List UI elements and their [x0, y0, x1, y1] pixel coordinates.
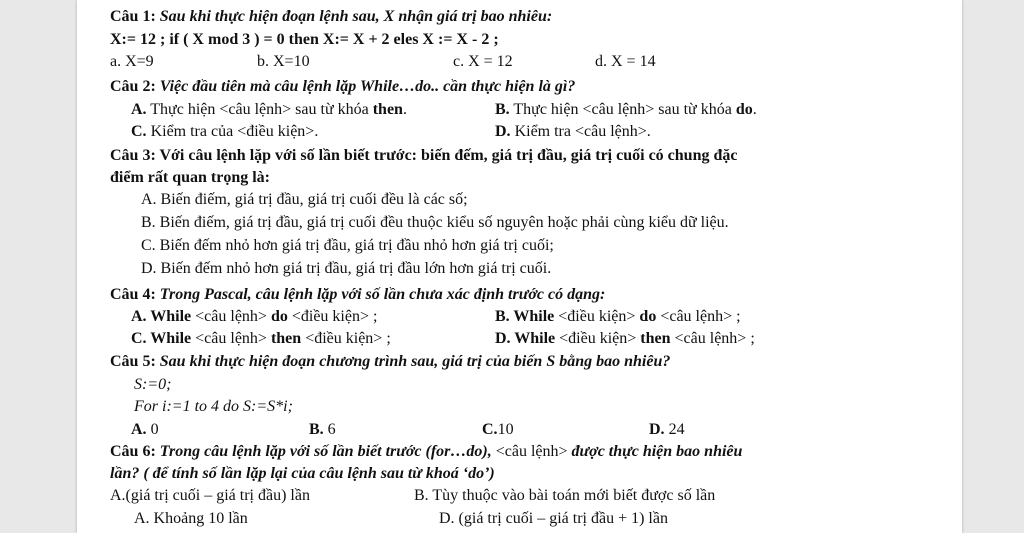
q5-question-text: Sau khi thực hiện đoạn chương trình sau, giá trị của biến S bằng bao nhiêu?	[155, 353, 671, 370]
q2-a-end: .	[402, 101, 407, 118]
q6-option-d: D. (giá trị cuối – giá trị đầu + 1) lần	[439, 510, 668, 527]
q2-option-a	[131, 100, 407, 120]
q4-head: Câu 4:	[110, 286, 156, 303]
q1-code: X:= 12 ; if ( X mod 3 ) = 0 then X:= X + 2 eles X := X - 2 ;	[110, 31, 499, 48]
q5-c-letter: C.	[482, 421, 498, 438]
q3-option-c: C. Biến đếm nhỏ hơn giá trị đầu, giá trị đầu nhỏ hơn giá trị cuối;	[141, 237, 554, 254]
q2-b-letter: B.	[495, 101, 510, 118]
q4-b-while: B. While	[495, 308, 555, 325]
q4-c-part2: <câu lệnh>	[191, 330, 271, 347]
q2-question-text: Việc đầu tiên mà câu lệnh lặp While…do.. cần thực hiện là gì?	[155, 78, 576, 95]
q4-c-part4: <điều kiện> ;	[301, 330, 391, 347]
q4-b-keyword: do	[639, 308, 657, 325]
q4-b-part4: <câu lệnh> ;	[656, 308, 741, 325]
q5-c-text: 10	[497, 421, 514, 438]
q5-code-line2: For i:=1 to 4 do S:=S*i;	[134, 398, 293, 415]
q2-d-text: Kiểm tra <câu lệnh>.	[510, 123, 651, 140]
q4-question	[110, 285, 605, 305]
q2-b-text: Thực hiện <câu lệnh> sau từ khóa	[509, 101, 736, 118]
q4-option-d	[495, 329, 755, 349]
q6-option-b: B. Tùy thuộc vào bài toán mới biết được số lần	[414, 487, 716, 504]
q5-a-letter: A.	[131, 421, 147, 438]
q5-a-text: 0	[146, 421, 159, 438]
q4-a-part4: <điều kiện> ;	[287, 308, 378, 325]
q2-c-letter: C.	[131, 123, 147, 140]
q4-d-part4: <câu lệnh> ;	[670, 330, 755, 347]
q4-c-keyword: then	[270, 330, 302, 347]
q1-head: Câu 1:	[110, 8, 156, 25]
q3-question-text: Với câu lệnh lặp với số lần biết trước: biến đếm, giá trị đầu, giá trị cuối có chung đặc	[155, 147, 738, 164]
q2-b-end: .	[752, 101, 757, 118]
cut-off-ink-marks	[77, 528, 962, 533]
q2-a-letter: A.	[131, 101, 147, 118]
q6-question-line2: lần? ( để tính số lần lặp lại của câu lệnh sau từ khoá ‘do’)	[110, 465, 495, 482]
cut-off-next-line	[77, 524, 962, 533]
q5-option-b	[309, 420, 336, 440]
q4-option-a	[131, 307, 377, 327]
q6-question-line1	[110, 442, 742, 462]
q5-option-a	[131, 420, 159, 440]
q1-option-d: d. X = 14	[595, 53, 656, 70]
q5-b-letter: B.	[309, 421, 324, 438]
q1-option-c: c. X = 12	[453, 53, 513, 70]
q2-a-keyword: then	[372, 101, 403, 118]
q2-question	[110, 77, 575, 97]
q2-option-b	[495, 100, 757, 120]
q1-option-b: b. X=10	[257, 53, 310, 70]
q2-option-d	[495, 122, 651, 142]
q4-b-part2: <điều kiện>	[554, 308, 640, 325]
q5-d-text: 24	[664, 421, 685, 438]
q2-option-c	[131, 122, 318, 142]
q3-question-line2: điểm rất quan trọng là:	[110, 169, 270, 186]
q1-option-a: a. X=9	[110, 53, 154, 70]
q1-question-text: Sau khi thực hiện đoạn lệnh sau, X nhận giá trị bao nhiêu:	[155, 8, 553, 25]
q3-head: Câu 3:	[110, 147, 156, 164]
q6-option-c: A. Khoảng 10 lần	[134, 510, 248, 527]
q6-question-text-1: Trong câu lệnh lặp với số lần biết trước (for…do),	[155, 443, 496, 460]
q5-d-letter: D.	[649, 421, 665, 438]
q5-option-c	[482, 420, 514, 440]
q6-head: Câu 6:	[110, 443, 156, 460]
q6-question-text-2: <câu lệnh>	[495, 443, 568, 460]
q6-question-text-3: được thực hiện bao nhiêu	[567, 443, 743, 460]
q2-head: Câu 2:	[110, 78, 156, 95]
q3-option-a: A. Biến điếm, giá trị đầu, giá trị cuối đều là các số;	[141, 191, 468, 208]
q4-option-b	[495, 307, 741, 327]
q5-head: Câu 5:	[110, 353, 156, 370]
q1-question	[110, 7, 552, 27]
q2-d-letter: D.	[495, 123, 511, 140]
q3-option-b: B. Biến điếm, giá trị đầu, giá trị cuối đều thuộc kiểu số nguyên hoặc phải cùng kiểu dữ liệu.	[141, 214, 729, 231]
q2-a-text: Thực hiện <câu lệnh> sau từ khóa	[146, 101, 373, 118]
document-page	[77, 0, 962, 533]
q2-b-keyword: do	[735, 101, 753, 118]
q4-question-text: Trong Pascal, câu lệnh lặp với số lần chưa xác định trước có dạng:	[155, 286, 606, 303]
q4-d-keyword: then	[640, 330, 671, 347]
q3-option-d: D. Biến đếm nhỏ hơn giá trị đầu, giá trị đầu lớn hơn giá trị cuối.	[141, 260, 552, 277]
q3-question-line1	[110, 146, 737, 166]
q4-a-part2: <câu lệnh>	[191, 308, 271, 325]
q4-c-while: C. While	[131, 330, 192, 347]
q5-b-text: 6	[323, 421, 336, 438]
q5-code-line1: S:=0;	[134, 376, 172, 393]
q6-option-a: A.(giá trị cuối – giá trị đầu) lần	[110, 487, 310, 504]
q4-d-while: D. While	[495, 330, 556, 347]
q5-option-d	[649, 420, 685, 440]
q4-d-part2: <điều kiện>	[555, 330, 641, 347]
q5-question	[110, 352, 670, 372]
q4-option-c	[131, 329, 391, 349]
q2-c-text: Kiểm tra của <điều kiện>.	[146, 123, 319, 140]
q4-a-while: A. While	[131, 308, 192, 325]
q4-a-keyword: do	[270, 308, 288, 325]
